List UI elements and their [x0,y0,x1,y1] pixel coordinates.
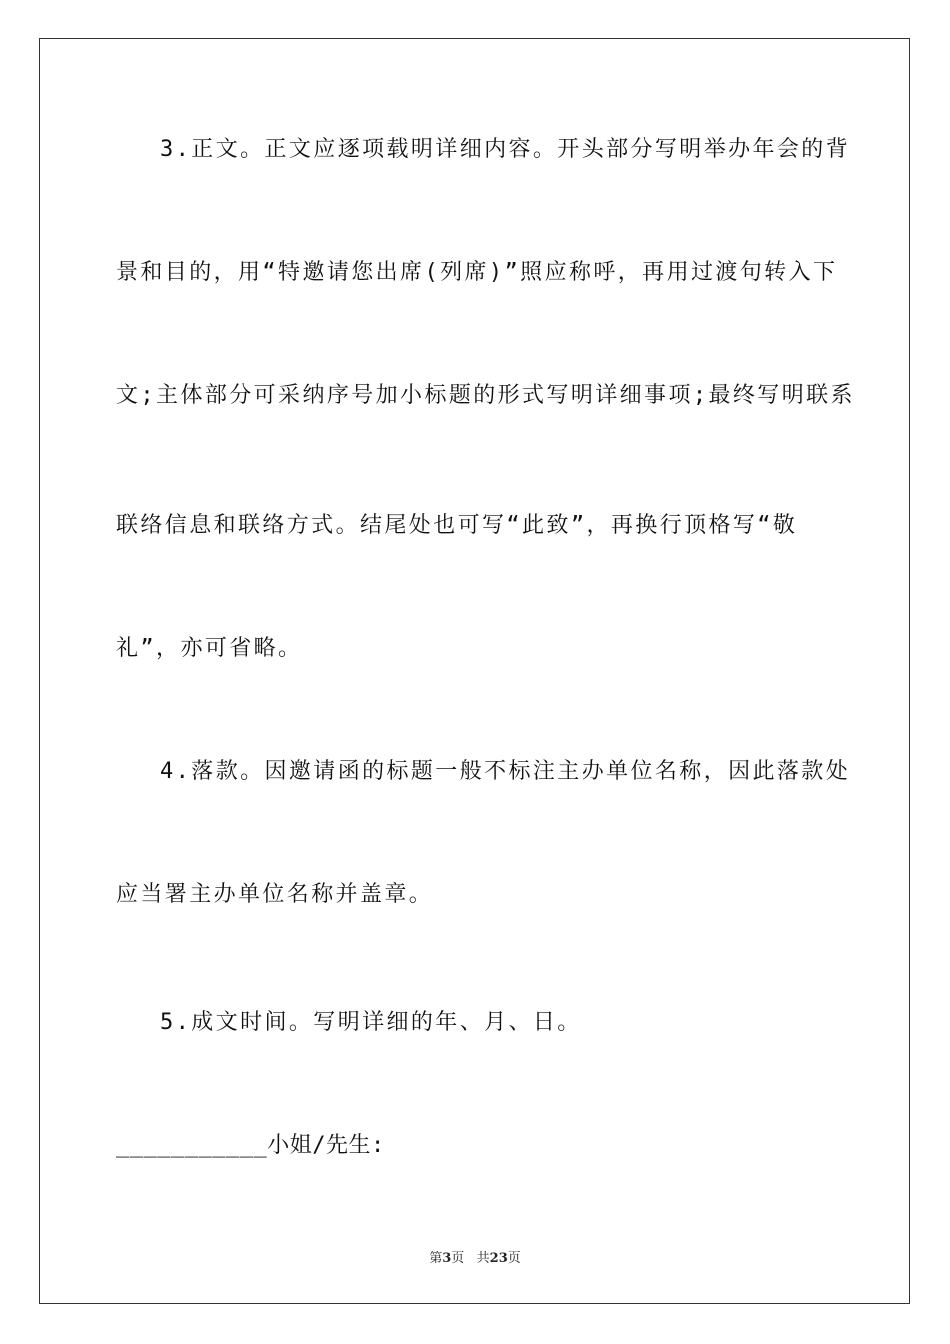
paragraph-line: 5.成文时间。写明详细的年、月、日。 [160,1010,582,1035]
paragraph-line: 景和目的，用“特邀请您出席(列席)”照应称呼，再用过渡句转入下 [116,260,838,285]
paragraph-line: 应当署主办单位名称并盖章。 [116,882,434,907]
paragraph-line: 4.落款。因邀请函的标题一般不标注主办单位名称，因此落款处 [160,759,851,784]
paragraph-line: 文;主体部分可采纳序号加小标题的形式写明详细事项;最终写明联系 [116,383,855,408]
paragraph-line: 联络信息和联络方式。结尾处也可写“此致”，再换行顶格写“敬 [116,513,798,538]
paragraph-line: 礼”，亦可省略。 [116,636,303,661]
footer-current-page: 3 [442,1251,452,1266]
footer-total-pages: 23 [489,1251,508,1266]
salutation-line: ___________小姐/先生: [116,1133,385,1158]
page-footer [0,1247,950,1266]
footer-middle: 页 共 [451,1251,490,1266]
page-frame [39,38,910,1304]
footer-prefix: 第 [429,1251,443,1266]
paragraph-line: 3.正文。正文应逐项载明详细内容。开头部分写明举办年会的背 [160,137,851,162]
footer-suffix: 页 [507,1251,521,1266]
